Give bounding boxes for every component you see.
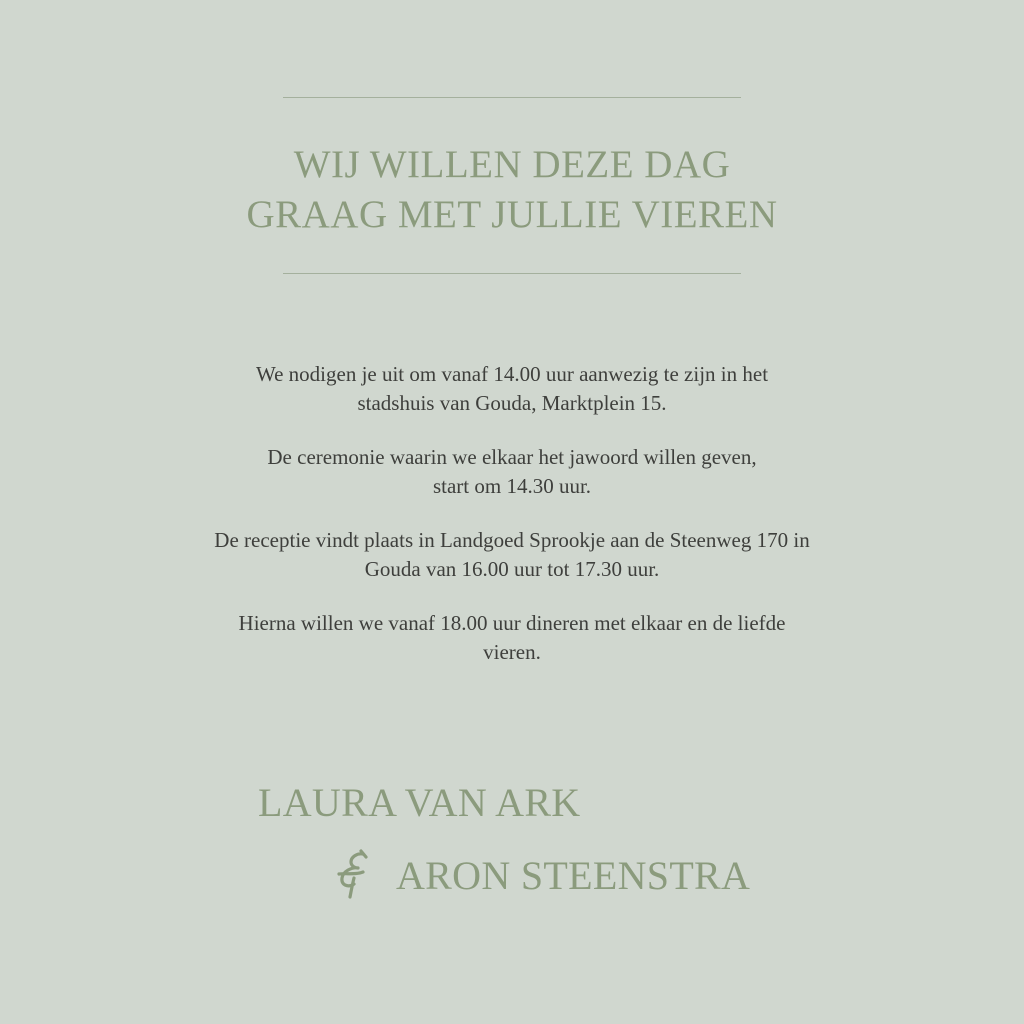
paragraph-line: start om 14.30 uur. (432, 474, 592, 498)
paragraph-arrival (112, 360, 912, 418)
paragraph-dinner (112, 609, 912, 667)
paragraph-line: stadshuis van Gouda, Marktplein 15. (357, 391, 667, 415)
invitation-heading (112, 140, 912, 240)
bottom-divider (283, 273, 741, 274)
top-divider (283, 97, 741, 98)
paragraph-line: De ceremonie waarin we elkaar het jawoord willen geven, (267, 445, 757, 469)
heading-line-2: GRAAG MET JULLIE VIEREN (246, 193, 778, 236)
paragraph-line: We nodigen je uit om vanaf 14.00 uur aanwezig te zijn in het (255, 362, 769, 386)
heading-line-1: WIJ WILLEN DEZE DAG (293, 143, 731, 186)
paragraph-ceremony (112, 443, 912, 501)
paragraph-line: Gouda van 16.00 uur tot 17.30 uur. (364, 557, 660, 581)
groom-name: ARON STEENSTRA (396, 853, 751, 898)
paragraph-line: Hierna willen we vanaf 18.00 uur dineren met elkaar en de liefde (238, 611, 786, 635)
paragraph-reception (112, 526, 912, 584)
invitation-body (112, 360, 912, 692)
ampersand-icon (330, 848, 374, 900)
bride-name: LAURA VAN ARK (258, 780, 581, 825)
paragraph-line: De receptie vindt plaats in Landgoed Sprookje aan de Steenweg 170 in (214, 528, 810, 552)
paragraph-line: vieren. (483, 640, 541, 664)
